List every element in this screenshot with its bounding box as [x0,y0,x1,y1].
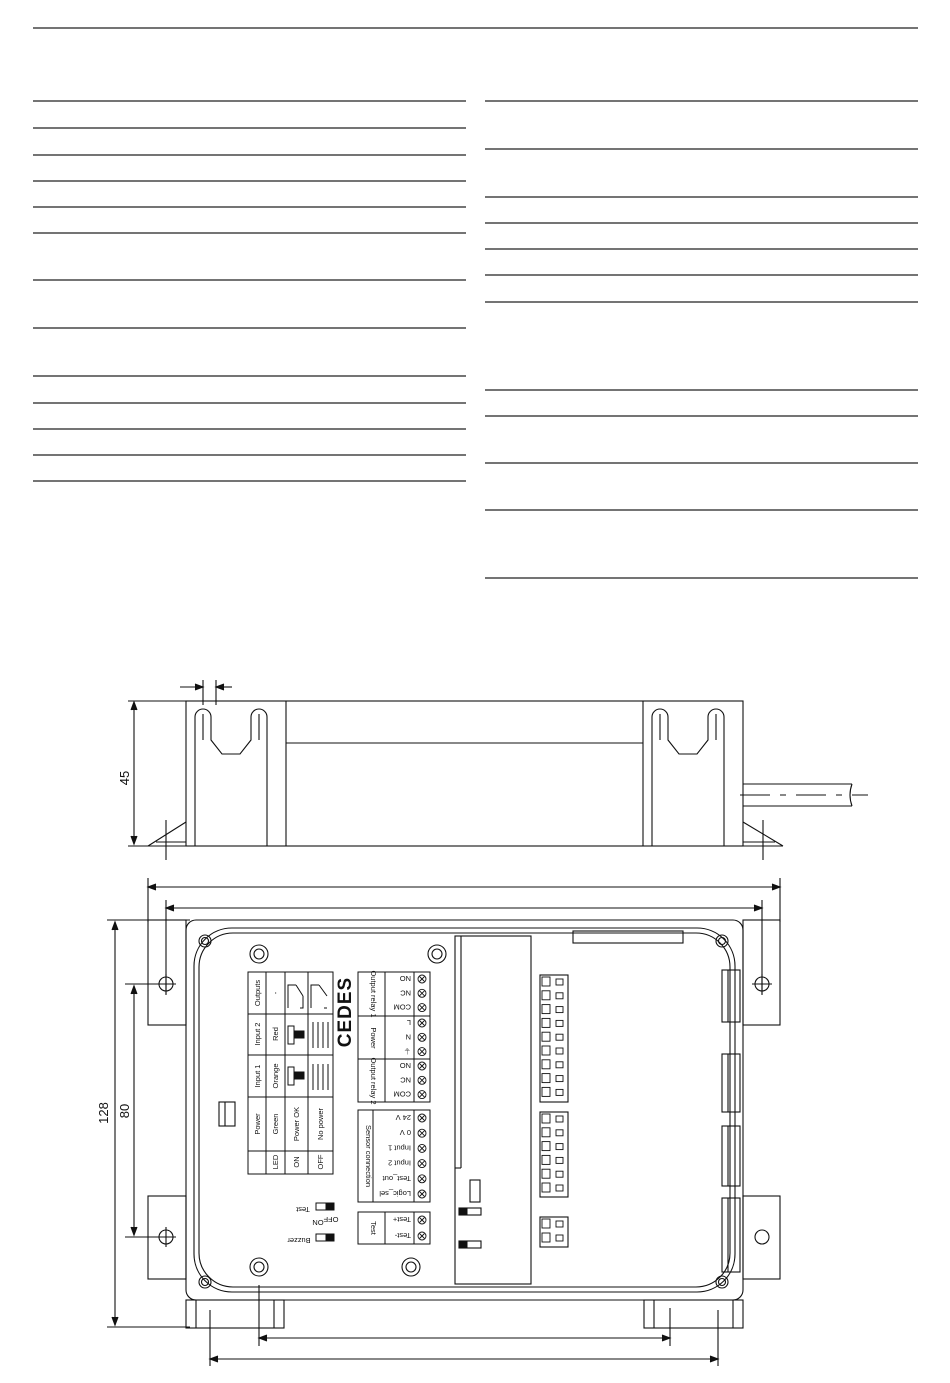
strip-cell-left [542,1233,550,1242]
terminal-pin-label-relay1-2: COM [393,1002,411,1012]
strip-cell-right [556,1062,563,1068]
group-label-test: Test [369,1221,378,1235]
side-view [128,680,868,860]
led-col-power-color: Green [271,1113,280,1135]
strip-cell-right [556,1221,563,1227]
strip-cell-right [556,1048,563,1054]
strip-cell-left [542,977,550,986]
strip-cell-right [556,1076,563,1082]
strip-cell-right [556,1185,563,1191]
strip-cell-left [542,1128,550,1137]
strip-cell-left [542,1183,550,1192]
group-label-power: Power [369,1027,378,1049]
terminal-group-labels [364,970,378,1235]
strip-cell-left [542,1219,550,1228]
strip-cell-right [556,1157,563,1163]
terminal-pin-label-relay1-0: NO [399,974,411,983]
led-col-input2-color: Red [271,1027,280,1041]
right-terminal-strip [540,975,568,1247]
strip-cell-right [556,993,563,999]
terminal-pin-label-relay2-2: COM [393,1089,411,1099]
led-col-power-on: Power OK [292,1106,301,1142]
terminal-pin-label-relay2-1: NC [400,1075,411,1085]
led-table-labels [253,980,325,1170]
led-col-input1-color: Orange [271,1063,280,1089]
strip-cell-left [542,991,550,1000]
dim-label-80: 80 [117,1103,132,1119]
strip-cell-left [542,1074,550,1083]
strip-cell-right [556,1144,563,1150]
led-col-power-header: Power [253,1113,262,1135]
terminal-pin-label-sensor-5: Logic_sel [379,1189,411,1198]
led-col-outputs-color: - [271,991,280,995]
strip-cell-right [556,1116,563,1122]
group-label-sensor: Sensor connection [364,1124,373,1188]
strip-cell-left [542,1046,550,1055]
terminal-block-frames [358,972,430,1244]
dim-label-128: 128 [96,1102,111,1124]
led-row-label-on: ON [292,1156,301,1168]
terminal-pin-label-test-0: Test+ [392,1215,411,1224]
strip-cell-left [542,1018,550,1027]
terminal-pin-label-power-2: ⏚ [403,1046,411,1056]
led-row-label-led: LED [271,1154,280,1170]
dip-switches [316,1203,467,1247]
corner-screws [199,935,728,1288]
strip-cell-right [556,1007,563,1013]
terminal-screws [418,975,426,1240]
led-col-input1-header: Input 1 [253,1064,262,1088]
strip-cell-right [556,979,563,985]
strip-cell-left [542,1087,550,1096]
right-terminal-cells [542,977,563,1242]
terminal-pin-label-sensor-3: Input 2 [388,1158,411,1168]
strip-cell-left [542,1032,550,1041]
strip-cell-right [556,1020,563,1026]
group-label-relay1: Output relay 1 [369,970,378,1018]
led-row-label-off: OFF [316,1154,325,1170]
strip-cell-left [542,1060,550,1069]
strip-cell-left [542,1142,550,1151]
strip-cell-left [542,1169,550,1178]
terminal-pin-label-sensor-1: 0 V [399,1128,411,1138]
strip-cell-right [556,1034,563,1040]
switch-label-on: ON [312,1218,324,1227]
switch-label-off: OFF [323,1215,339,1224]
brand-logo: CEDES [335,976,356,1048]
terminal-pin-label-sensor-2: Input 1 [388,1143,411,1153]
strip-cell-left [542,1155,550,1164]
switch-label-buzzer: Buzzer [287,1236,311,1245]
switch-label-test: Test [296,1205,310,1214]
terminal-pin-label-power-0: L [406,1018,411,1027]
terminal-pin-label-relay1-1: NC [400,988,411,998]
terminal-pin-labels [379,974,411,1240]
strip-cell-right [556,1089,563,1095]
terminal-pin-label-test-1: Test- [394,1231,411,1240]
dim-label-45: 45 [117,770,132,786]
top-view-dimensions [107,878,780,1366]
spec-table-rules [33,28,918,578]
terminal-pin-label-relay2-0: NO [399,1061,411,1070]
group-label-relay2: Output relay 2 [369,1057,378,1105]
led-col-input2-header: Input 2 [253,1022,262,1046]
top-view-housing [148,920,780,1328]
strip-cell-right [556,1171,563,1177]
led-col-outputs-header: Outputs [253,979,262,1007]
strip-cell-left [542,1114,550,1123]
strip-cell-right [556,1235,563,1241]
terminal-pin-label-power-1: N [405,1032,411,1042]
terminal-pin-label-sensor-4: Test_out [382,1173,411,1183]
led-col-power-off: No power [316,1107,325,1141]
terminal-pin-label-sensor-0: 24 V [395,1113,411,1122]
strip-cell-right [556,1130,563,1136]
strip-cell-left [542,1005,550,1014]
